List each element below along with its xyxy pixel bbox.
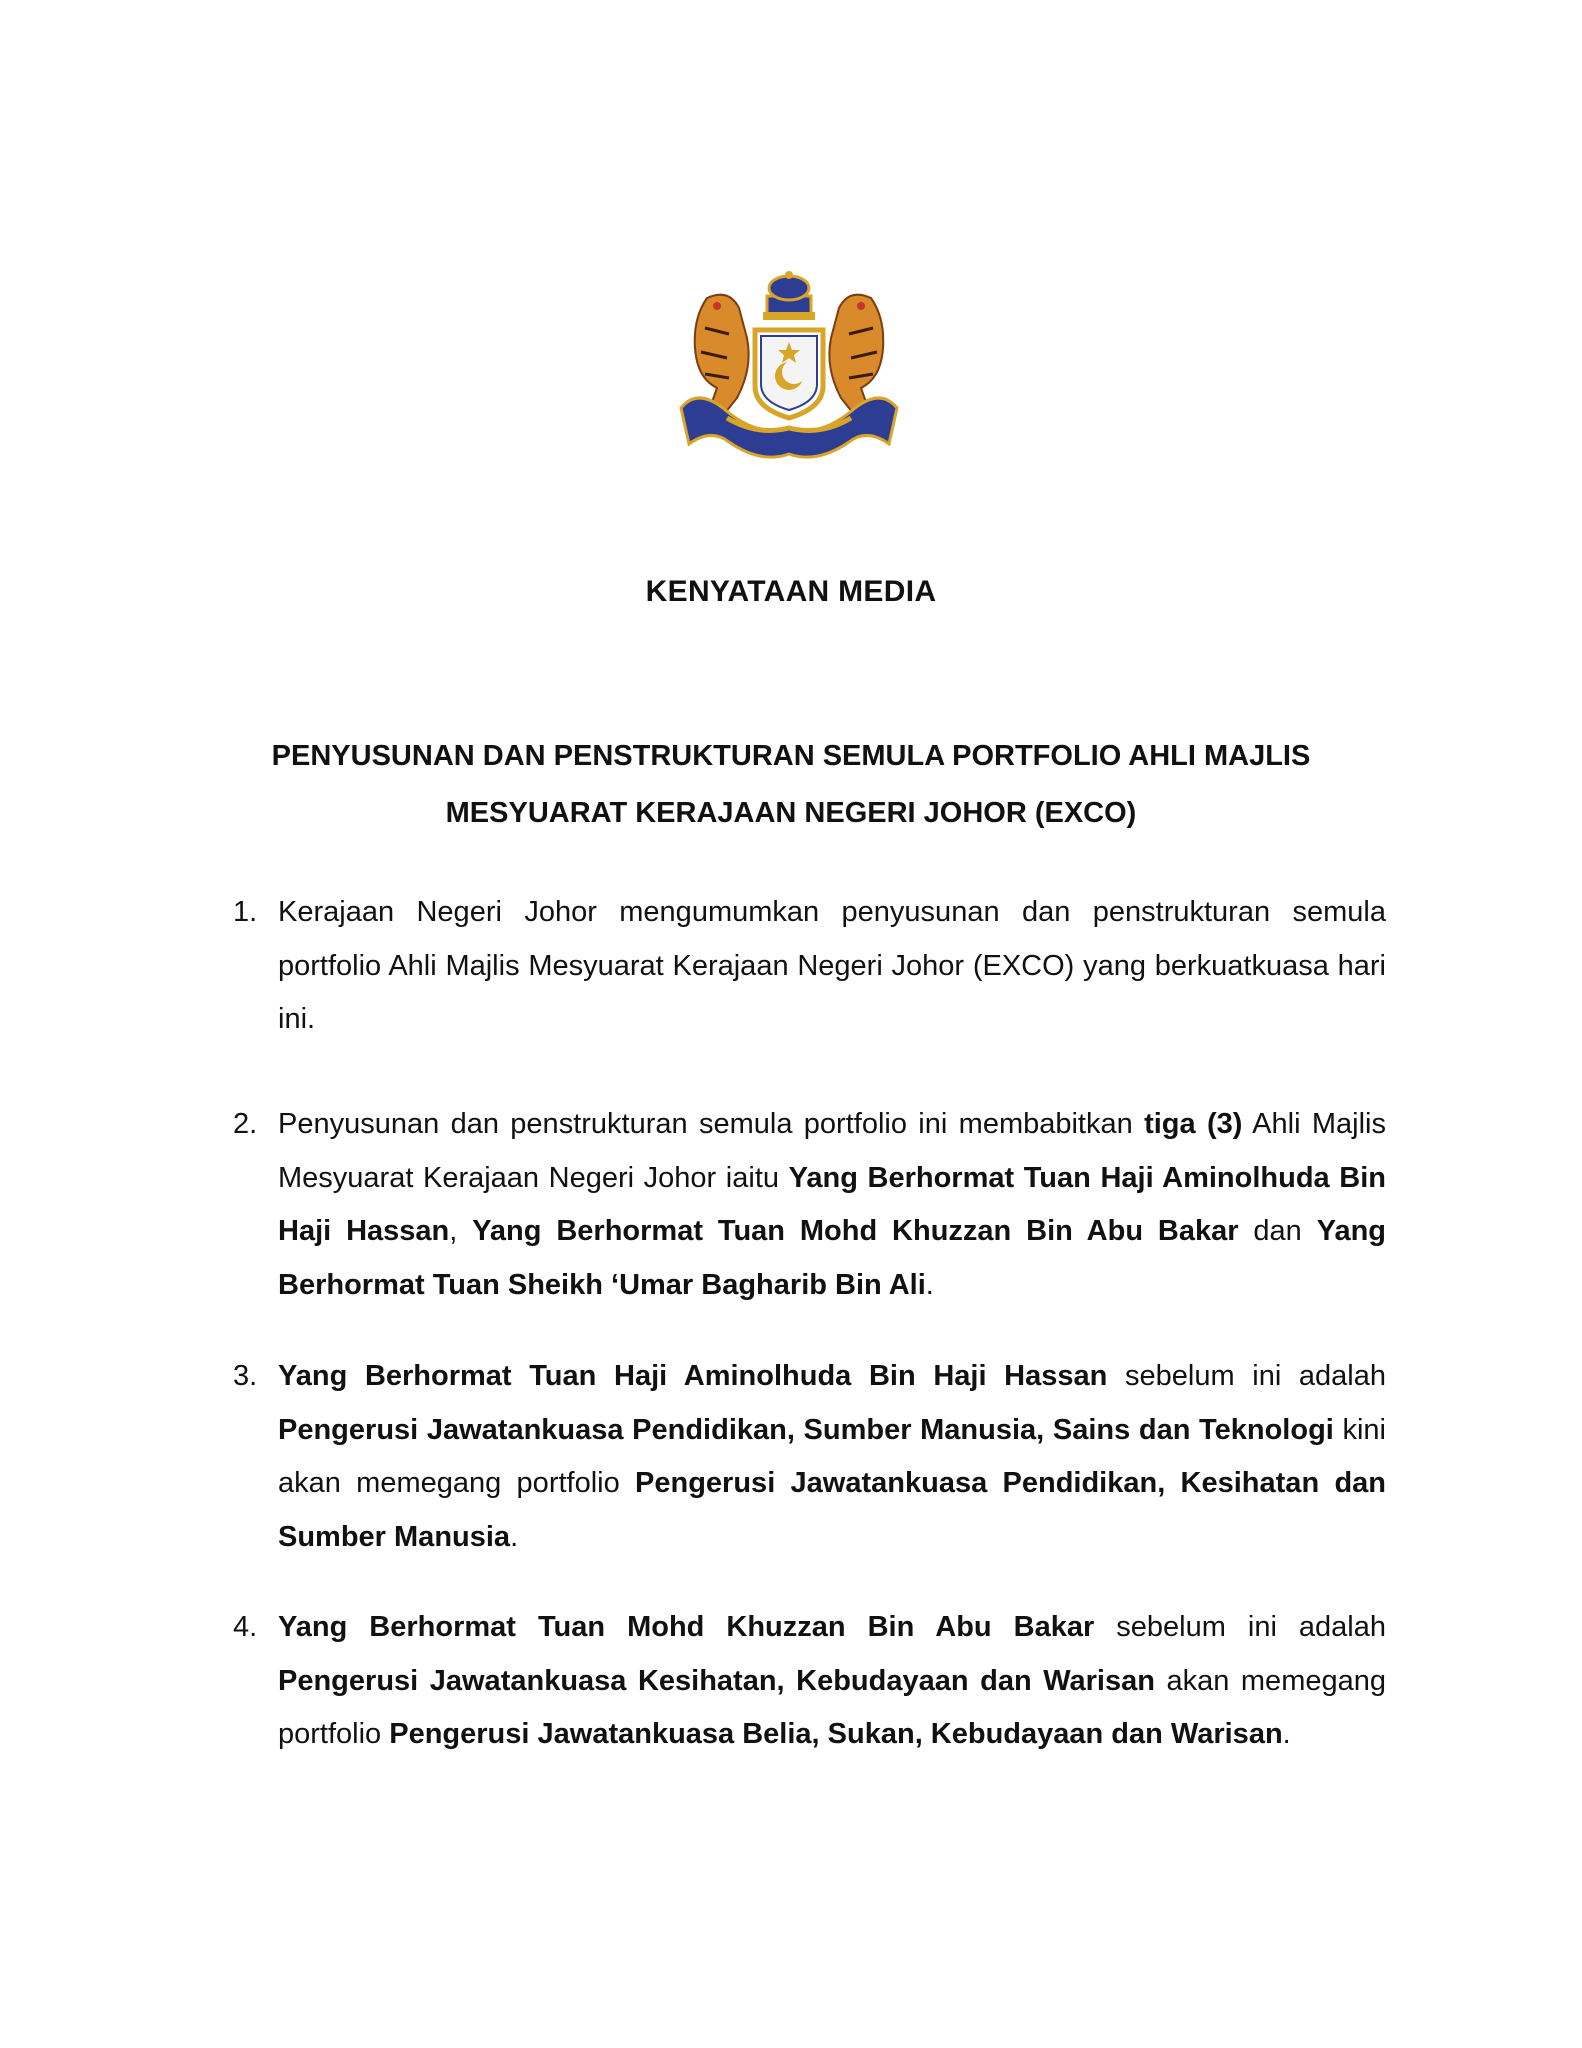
text-run: ,: [449, 1215, 473, 1247]
document-title: KENYATAAN MEDIA: [645, 575, 937, 608]
paragraph-body: [278, 886, 1386, 1047]
subtitle-line-2: MESYUARAT KERAJAAN NEGERI JOHOR (EXCO): [445, 797, 1137, 829]
bold-text-run: Pengerusi Jawatankuasa Kesihatan, Kebudayaan dan Warisan: [278, 1664, 1155, 1697]
bold-text-run: Yang Berhormat Tuan Haji Aminolhuda Bin Haji Hassan: [278, 1360, 1108, 1392]
paragraph-body: [278, 1098, 1386, 1312]
paragraph-number: 4.: [233, 1611, 258, 1643]
paragraph-1: [233, 886, 1386, 1047]
text-run: akan memegang portfolio: [278, 1664, 1386, 1750]
paragraph-number: 3.: [233, 1360, 258, 1392]
bold-text-run: Yang Berhormat Tuan Haji Aminolhuda Bin Haji Hassan: [278, 1161, 1386, 1247]
bold-text-run: tiga (3): [1144, 1108, 1243, 1140]
paragraph-number: 2.: [233, 1108, 258, 1140]
document-subtitle: [200, 728, 1382, 842]
paragraph-2: [233, 1098, 1386, 1312]
bold-text-run: Yang Berhormat Tuan Mohd Khuzzan Bin Abu Bakar: [278, 1611, 1095, 1643]
text-run: dan: [1238, 1215, 1317, 1247]
bold-text-run: Yang Berhormat Tuan Mohd Khuzzan Bin Abu Bakar: [472, 1215, 1239, 1247]
text-run: kini akan memegang portfolio: [278, 1413, 1386, 1499]
paragraph-body: [278, 1350, 1386, 1564]
text-run: Kerajaan Negeri Johor mengumumkan penyusunan dan penstrukturan semula portfolio Ahli Majlis Mesyuarat Kerajaan Negeri Johor (EXCO) yang berkuatkuasa hari ini.: [278, 896, 1386, 1035]
paragraph-3: [233, 1350, 1386, 1564]
paragraph-4: [233, 1601, 1386, 1762]
bold-text-run: Pengerusi Jawatankuasa Belia, Sukan, Kebudayaan dan Warisan: [389, 1718, 1283, 1750]
subtitle-line-1: PENYUSUNAN DAN PENSTRUKTURAN SEMULA PORTFOLIO AHLI MAJLIS: [271, 740, 1311, 772]
paragraph-body: [278, 1601, 1386, 1762]
paragraph-number: 1.: [233, 896, 258, 928]
bold-text-run: Pengerusi Jawatankuasa Pendidikan, Kesihatan dan Sumber Manusia: [278, 1467, 1387, 1553]
text-run: Ahli Majlis Mesyuarat Kerajaan Negeri Johor iaitu: [278, 1108, 1386, 1194]
text-run: sebelum ini adalah: [1107, 1360, 1387, 1392]
bold-text-run: Pengerusi Jawatankuasa Pendidikan, Sumber Manusia, Sains dan Teknologi: [278, 1413, 1334, 1446]
bold-text-run: Yang Berhormat Tuan Sheikh ‘Umar Bagharib Bin Ali: [278, 1215, 1387, 1301]
text-run: .: [925, 1268, 934, 1301]
text-run: sebelum ini adalah: [1094, 1611, 1386, 1643]
text-run: .: [1282, 1718, 1291, 1750]
text-run: .: [510, 1520, 519, 1553]
coat-of-arms-crest: [667, 268, 911, 468]
text-run: Penyusunan dan penstrukturan semula portfolio ini membabitkan: [278, 1108, 1145, 1140]
